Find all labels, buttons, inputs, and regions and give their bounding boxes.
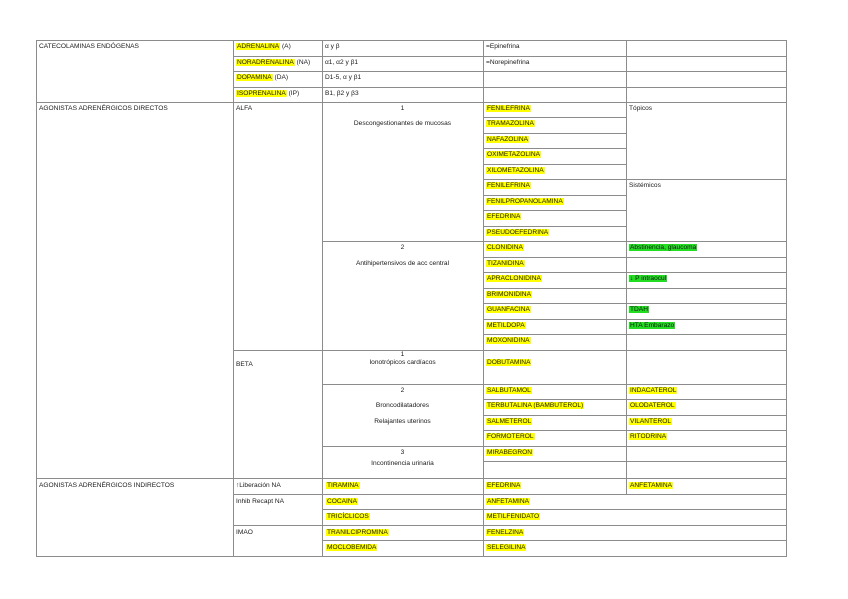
alfa-group1-number-text: 1 (400, 104, 405, 112)
alfa-note (629, 243, 779, 252)
grid-line (36, 478, 786, 479)
section-catecolaminas (39, 42, 229, 51)
catecolamina-equiv-text: =Norepinefrina (486, 58, 530, 66)
grid-line (322, 509, 786, 510)
beta-group3-number (322, 448, 483, 457)
catecolamina-receptors (325, 58, 475, 67)
alfa-label-text: ALFA (236, 104, 253, 112)
alfa-drug-group2-text: CLONIDINA (487, 244, 523, 251)
grid-line (483, 430, 786, 431)
beta-group2-extra-text: RITODRINA (630, 433, 667, 440)
beta-group2-extra-text: OLODATEROL (630, 402, 675, 409)
catecolamina-drug-text: NORADRENALINA (237, 58, 294, 66)
grid-line (483, 164, 626, 165)
grid-line (483, 226, 626, 227)
alfa-drug-group2 (486, 321, 626, 330)
alfa-drug-group1 (486, 166, 626, 175)
beta-group2-extra-text: INDACATEROL (630, 386, 677, 394)
alfa-note-text: HTA Embarazo (630, 321, 675, 329)
indirect-drug-text: EFEDRINA (487, 482, 521, 489)
alfa-drug-group2-text: APRACLONIDINA (487, 275, 541, 282)
catecolamina-equiv (486, 42, 626, 51)
section-directos-text: AGONISTAS ADRENÉRGICOS DIRECTOS (39, 104, 168, 112)
alfa-drug-group1 (486, 228, 626, 237)
catecolamina-receptors (325, 73, 475, 82)
beta-group1-desc (322, 358, 483, 367)
grid-line (233, 71, 786, 72)
beta-group3-drug-text: MIRABEGRON (487, 448, 533, 456)
indirect-drug-text: METILFENIDATO (487, 513, 540, 520)
alfa-drug-group1 (486, 135, 626, 144)
beta-group2-drug-text: FORMOTEROL (487, 433, 534, 440)
grid-line (483, 148, 626, 149)
alfa-note-text: TDAH (630, 306, 648, 313)
grid-line (483, 210, 626, 211)
alfa-drug-group2 (486, 336, 626, 345)
alfa-drug-group1 (486, 212, 626, 221)
indirect-drug (326, 528, 476, 537)
alfa-drug-group1-text: EFEDRINA (487, 213, 521, 220)
beta-group1-number-text: 1 (400, 350, 405, 358)
alfa-drug-group1-text: TRAMAZOLINA (487, 120, 534, 127)
catecolamina-drug-suffix: (DA) (272, 74, 289, 81)
alfa-drug-group1 (486, 119, 626, 128)
alfa-drug-group1-text: OXIMETAZOLINA (487, 151, 541, 158)
alfa-group1-desc (322, 119, 483, 128)
section-catecolaminas-text: CATECOLAMINAS ENDÓGENAS (39, 43, 139, 50)
catecolamina-receptors (325, 42, 475, 51)
grid-line (483, 461, 786, 462)
alfa-drug-group2 (486, 290, 626, 299)
alfa-drug-group2 (486, 274, 626, 283)
alfa-group2-desc-text: Antihipertensivos de acc central (355, 259, 450, 267)
sistemicos-label (629, 181, 779, 190)
alfa-label (236, 104, 316, 113)
section-indirectos (39, 481, 229, 490)
alfa-drug-group1-text: FENILEFRINA (487, 104, 530, 112)
indirect-drug-text: FENELZINA (487, 528, 524, 536)
grid-line (233, 350, 786, 351)
grid-line (322, 40, 323, 102)
alfa-group2-number (322, 243, 483, 252)
alfa-drug-group2-text: BRIMONIDINA (487, 290, 531, 298)
beta-group1-desc-text: Ionotrópicos cardíacos (369, 358, 436, 366)
grid-line (36, 556, 786, 557)
alfa-drug-group1 (486, 197, 626, 206)
beta-group2-number (322, 386, 483, 395)
indirect-drug-text: MOCLOBEMIDA (327, 544, 377, 551)
grid-line (233, 40, 234, 557)
grid-line (483, 303, 786, 304)
grid-line (483, 399, 786, 400)
indirect-drug (486, 543, 626, 552)
grid-line (626, 40, 627, 494)
beta-group2-desc1 (322, 401, 483, 410)
catecolamina-drug-suffix: (A) (280, 43, 291, 50)
beta-group2-desc2 (322, 417, 483, 426)
indirect-drug (486, 528, 626, 537)
alfa-drug-group1-text: PSEUDOEFEDRINA (487, 228, 549, 236)
beta-group2-drug-text: SALMETEROL (487, 417, 532, 425)
beta-group2-extra (629, 401, 779, 410)
indirect-drug-text: TIRAMINA (327, 482, 359, 489)
grid-line (626, 179, 786, 180)
catecolamina-drug-text: ADRENALINA (237, 43, 280, 50)
alfa-note (629, 274, 779, 283)
section-directos (39, 104, 229, 113)
grid-line (233, 494, 786, 495)
beta-group2-drug (486, 417, 626, 426)
indirect-drug-text: ANFETAMINA (630, 482, 673, 489)
catecolamina-receptors (325, 89, 475, 98)
grid-line (786, 40, 787, 557)
alfa-drug-group2 (486, 243, 626, 252)
indirect-drug (486, 497, 626, 506)
grid-line (322, 540, 786, 541)
beta-group2-extra-text: VILANTEROL (630, 417, 672, 425)
catecolamina-receptors-text: B1, β2 y β3 (325, 89, 359, 97)
indirect-drug (326, 512, 476, 521)
catecolamina-drug (236, 58, 324, 67)
beta-group2-number-text: 2 (400, 386, 405, 394)
beta-group2-desc1-text: Broncodilatadores (375, 402, 430, 409)
beta-group2-extra (629, 417, 779, 426)
beta-group3-drug (486, 448, 626, 457)
indirect-drug-text: SELEGILINA (487, 544, 526, 551)
topicos-label (629, 104, 779, 113)
grid-line (36, 102, 786, 103)
alfa-note (629, 321, 779, 330)
beta-group2-drug (486, 401, 626, 410)
grid-line (483, 40, 484, 557)
imao-label (236, 528, 322, 537)
beta-group2-extra (629, 432, 779, 441)
grid-line (322, 241, 786, 242)
alfa-group1-number (322, 104, 483, 113)
indirect-drug-text: ANFETAMINA (487, 497, 530, 505)
grid-line (483, 272, 786, 273)
indirect-drug (629, 481, 779, 490)
indirect-drug-text: TRANILCIPROMINA (327, 528, 388, 536)
grid-line (322, 384, 786, 385)
indirect-drug (326, 497, 476, 506)
grid-line (322, 446, 786, 447)
topicos-label-text: Tópicos (629, 104, 653, 112)
grid-line (483, 133, 626, 134)
alfa-note-text: ↓ P intraocul (630, 275, 667, 282)
alfa-note (629, 305, 779, 314)
grid-line (483, 257, 786, 258)
alfa-drug-group2-text: MOXONIDINA (487, 337, 530, 344)
catecolamina-drug (236, 42, 324, 51)
catecolamina-receptors-text: α y β (325, 43, 340, 50)
indirect-drug (326, 543, 476, 552)
alfa-drug-group2-text: METILDOPA (487, 321, 525, 329)
beta-group3-number-text: 3 (400, 448, 405, 456)
catecolamina-drug (236, 89, 324, 98)
grid-line (322, 478, 323, 557)
catecolamina-equiv (486, 58, 626, 67)
beta-group1-drug-text: DOBUTAMINA (487, 358, 531, 366)
grid-line (233, 56, 786, 57)
alfa-drug-group1 (486, 104, 626, 113)
alfa-drug-group1-text: NAFAZOLINA (487, 135, 529, 143)
catecolamina-drug-text: ISOPRENALINA (237, 89, 286, 97)
liberacion-label (236, 481, 322, 490)
alfa-drug-group2 (486, 305, 626, 314)
catecolamina-drug (236, 73, 324, 82)
catecolamina-drug-suffix: (IP) (286, 89, 300, 97)
alfa-group1-desc-text: Descongestionantes de mucosas (353, 120, 452, 127)
catecolamina-drug-text: DOPAMINA (237, 74, 272, 81)
alfa-drug-group2 (486, 259, 626, 268)
indirect-drug (326, 481, 476, 490)
alfa-group2-desc (322, 259, 483, 268)
grid-line (36, 40, 37, 557)
grid-line (483, 117, 626, 118)
beta-group2-extra (629, 386, 779, 395)
grid-line (483, 195, 626, 196)
alfa-drug-group1-text: FENILEFRINA (487, 182, 530, 189)
alfa-drug-group1-text: FENILPROPANOLAMINA (487, 197, 563, 205)
beta-group2-drug-text: SALBUTAMOL (487, 386, 531, 394)
beta-group1-drug (486, 358, 626, 367)
beta-group3-desc-text: Incontinencia urinaria (371, 459, 434, 467)
beta-group2-drug-text: TERBUTALINA (BAMBUTEROL) (487, 402, 584, 409)
imao-label-text: IMAO (236, 528, 253, 536)
grid-line (36, 40, 786, 41)
beta-group3-desc (322, 459, 483, 468)
alfa-drug-group2-text: GUANFACINA (487, 306, 530, 313)
alfa-group2-number-text: 2 (400, 244, 405, 251)
recapt-label-text: Inhib Recapt NA (236, 497, 285, 505)
indirect-drug-text: TRICÍCLICOS (327, 513, 369, 520)
liberacion-label-text: ↑Liberación NA (236, 482, 281, 489)
alfa-drug-group1-text: XILOMETAZOLINA (487, 166, 544, 174)
catecolamina-drug-suffix: (NA) (294, 58, 311, 66)
beta-label-text: BETA (236, 360, 253, 368)
alfa-note-text: Abstinencia, glaucoma (630, 244, 697, 251)
catecolamina-receptors-text: D1-5, α y β1 (325, 74, 362, 81)
grid-line (483, 288, 786, 289)
alfa-drug-group1 (486, 181, 626, 190)
section-indirectos-text: AGONISTAS ADRENÉRGICOS INDIRECTOS (39, 482, 175, 489)
grid-line (322, 102, 323, 479)
alfa-drug-group1 (486, 150, 626, 159)
grid-line (233, 87, 786, 88)
grid-line (483, 415, 786, 416)
grid-line (483, 319, 786, 320)
catecolamina-receptors-text: α1, α2 y β1 (325, 58, 359, 66)
alfa-drug-group2-text: TIZANIDINA (487, 259, 524, 267)
beta-label (236, 360, 316, 369)
catecolamina-equiv-text: =Epinefrina (486, 43, 520, 50)
recapt-label (236, 497, 322, 506)
beta-group2-drug (486, 432, 626, 441)
beta-group2-desc2-text: Relajantes uterinos (374, 417, 431, 425)
beta-group2-drug (486, 386, 626, 395)
indirect-drug (486, 481, 626, 490)
indirect-drug (486, 512, 626, 521)
grid-line (233, 525, 786, 526)
sistemicos-label-text: Sistémicos (629, 182, 661, 189)
grid-line (483, 334, 786, 335)
grid-line (483, 179, 626, 180)
indirect-drug-text: COCAINA (327, 497, 358, 505)
